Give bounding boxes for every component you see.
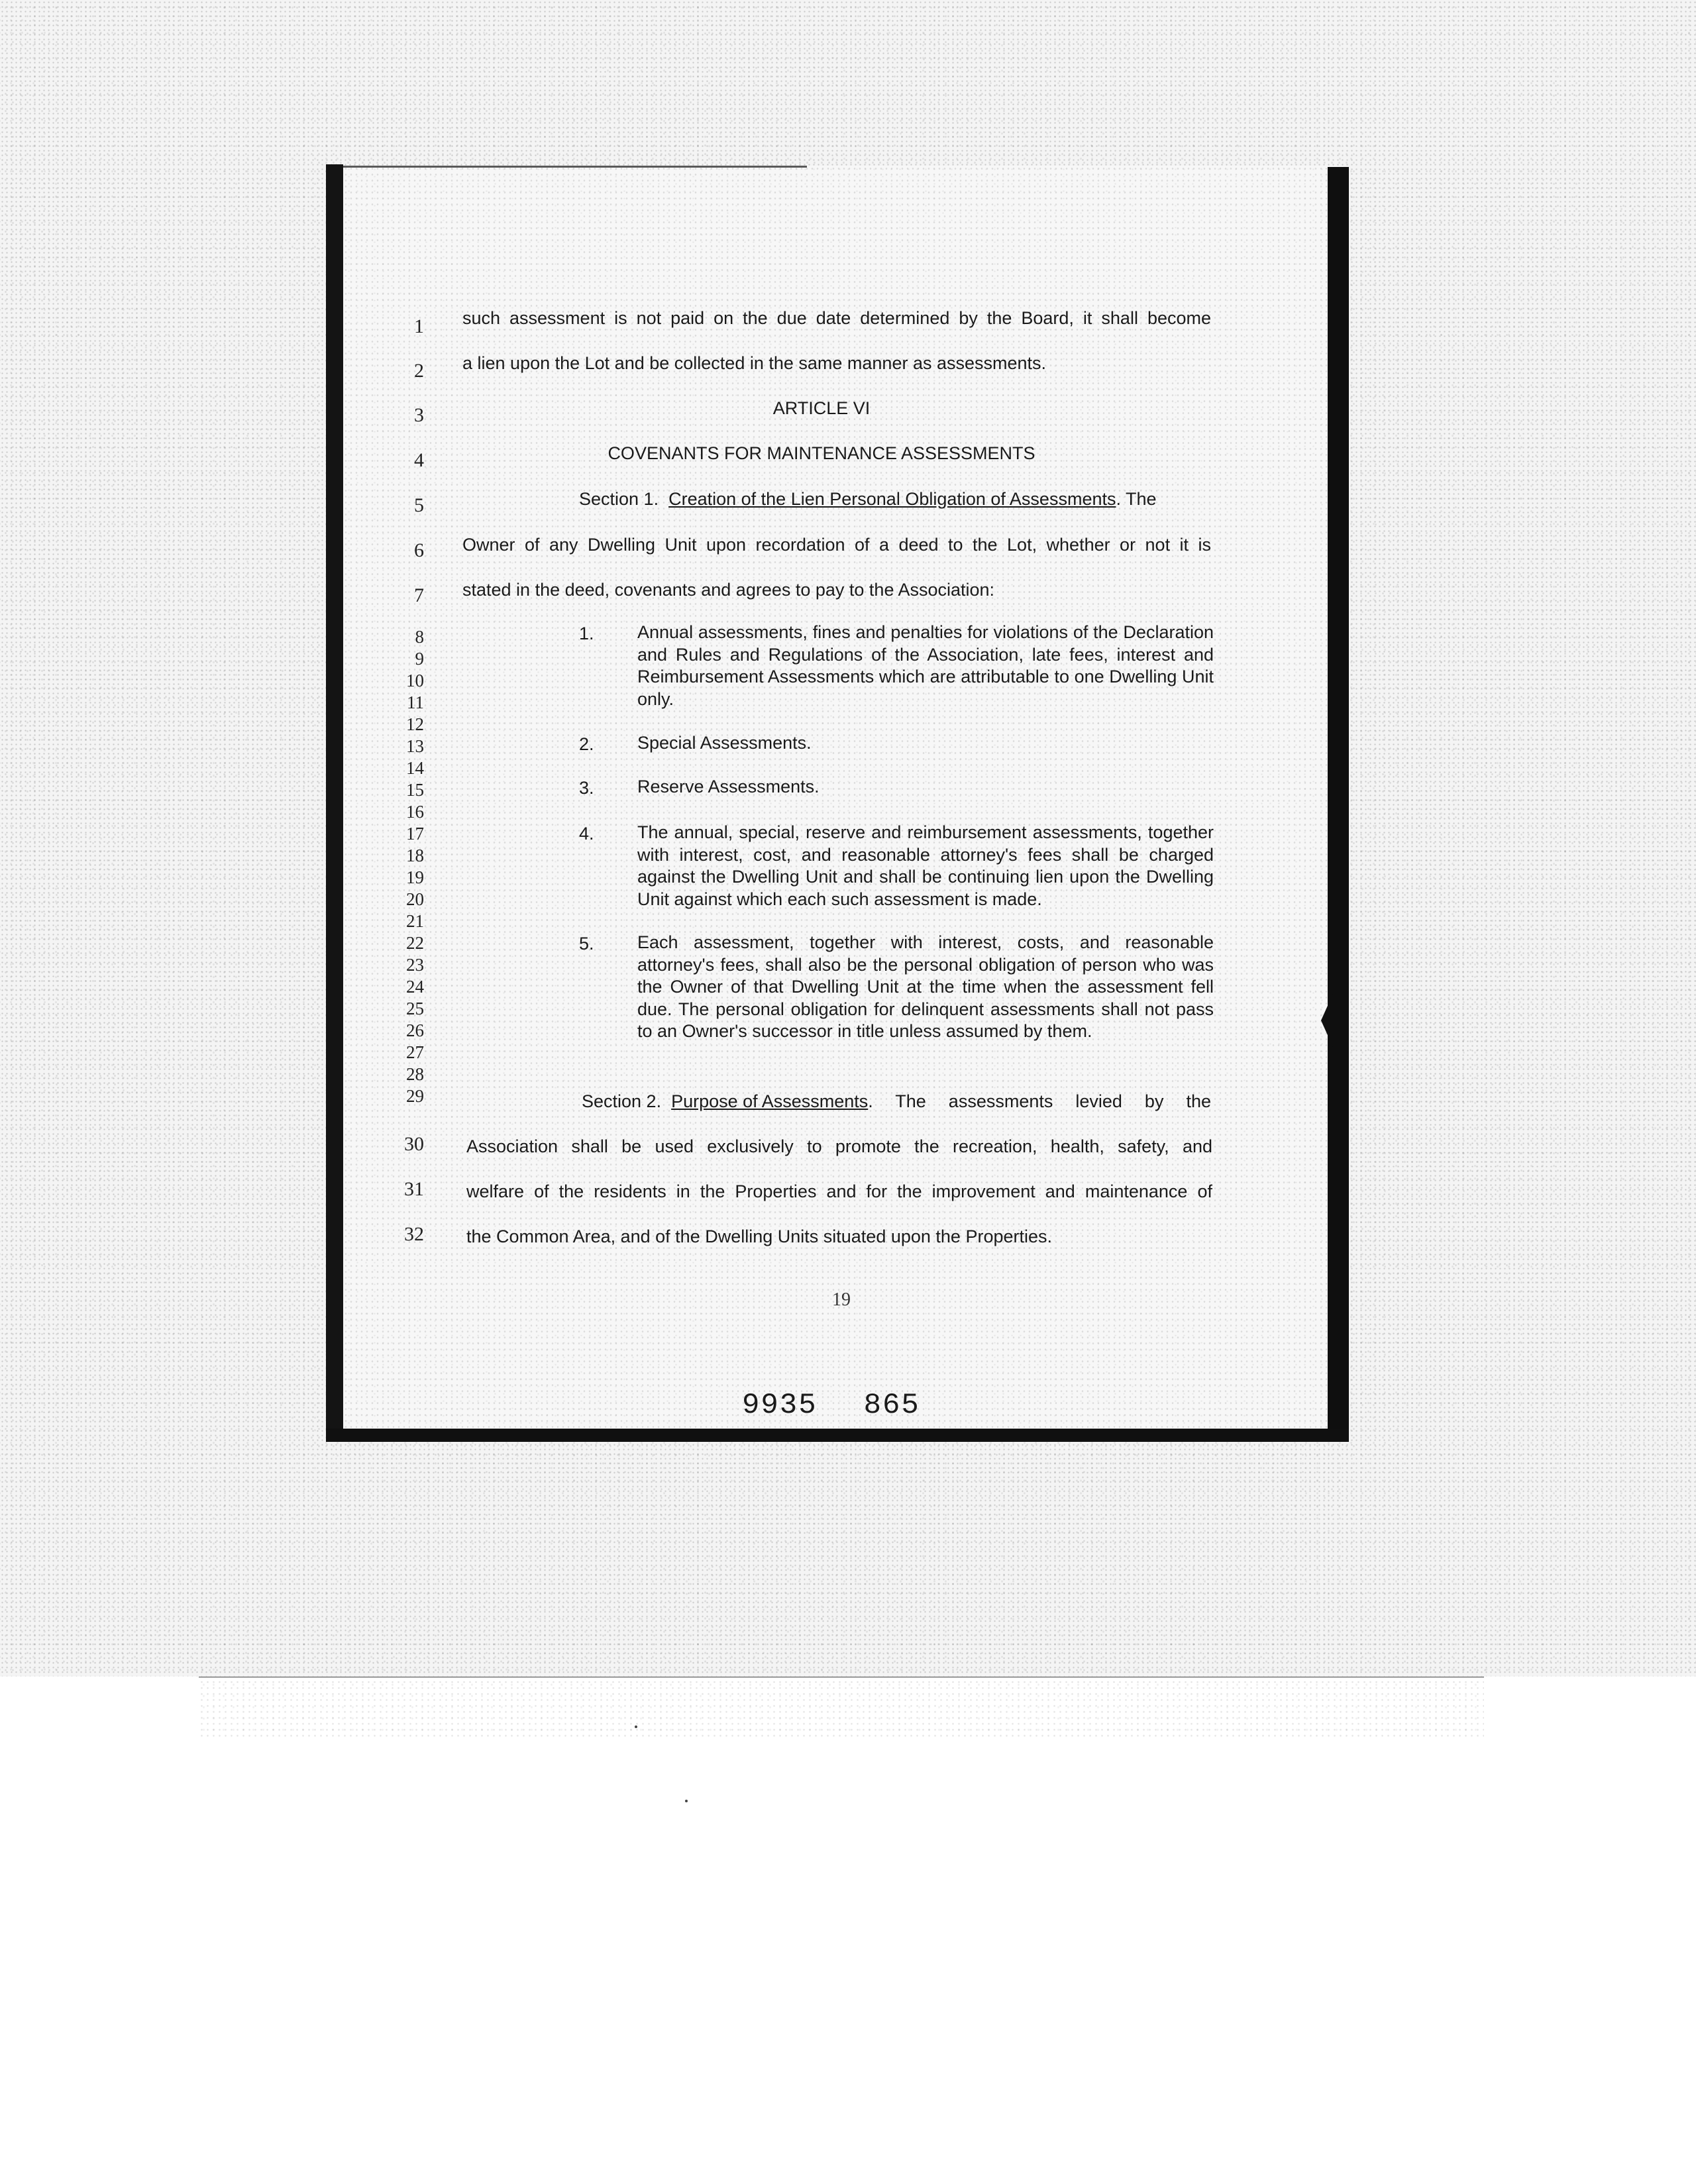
line-number: 31 [404,1178,424,1200]
item-text: The annual, special, reserve and reimbursement assessments, together with interest, cost, and reasonable attorney's fees shall be charged against the Dwelling Unit and shall be continuing lien upon the Dwelling Unit against which each such assessment is made. [637,822,1214,909]
line-number: 24 [406,977,424,997]
item-number: 4. [579,824,594,844]
page-frame-bottom [326,1429,1349,1442]
scan-noise-strip [199,1679,1484,1739]
item-text: Annual assessments, fines and penalties for violations of the Declaration and Rules and Regulations of the Association, late fees, interest and Reimbursement Assessments which are attributable to one Dwelling Unit only. [637,622,1214,709]
page-frame-left [326,164,343,1442]
section-1-heading [579,488,1157,510]
line-number: 17 [406,824,424,844]
line-number: 7 [414,584,424,606]
scan-edge-rule [199,1676,1484,1678]
item-text: Special Assessments. [637,733,812,753]
section-1-title: Creation of the Lien Personal Obligation of Assessments [668,489,1116,509]
line-number: 28 [406,1064,424,1084]
body-line: welfare of the residents in the Properties and for the improvement and maintenance of [466,1181,1212,1201]
line-number: 4 [414,449,424,471]
line-number: 23 [406,955,424,975]
section-1-label: Section 1. [579,489,659,509]
line-number: 16 [406,802,424,822]
body-line: Owner of any Dwelling Unit upon recordation of a deed to the Lot, whether or not it is [462,535,1211,555]
item-number: 3. [579,778,594,798]
line-number: 5 [414,494,424,516]
book-stamp: 9935 [742,1389,818,1422]
item-number: 1. [579,624,594,643]
line-number: 20 [406,889,424,909]
section-1-suffix: . The [1116,489,1157,509]
line-number: 2 [414,360,424,382]
page-stamp: 865 [863,1389,920,1422]
section-2-title: Purpose of Assessments [671,1091,869,1111]
body-line: stated in the deed, covenants and agrees to pay to the Association: [462,580,995,600]
item-text: Each assessment, together with interest, costs, and reasonable attorney's fees, shall also be the personal obligation of person who was the Owner of that Dwelling Unit at the time when the assessment fell due. The personal obligation for delinquent assessments shall not pass to an Owner's successor in title unless assumed by them. [637,932,1214,1041]
line-number: 11 [407,692,424,712]
line-number: 32 [404,1223,424,1245]
line-number: 30 [404,1133,424,1155]
line-number: 1 [414,315,424,337]
page-margin-bottom [0,1676,1696,2184]
section-2-heading [582,1091,1211,1112]
article-heading: ARTICLE VI [772,398,871,418]
line-number: 29 [406,1086,424,1106]
line-number: 8 [415,627,424,647]
line-number: 12 [406,714,424,734]
body-line: a lien upon the Lot and be collected in the same manner as assessments. [462,353,1047,373]
line-number: 18 [406,846,424,865]
line-number: 25 [406,999,424,1018]
line-number: 22 [406,933,424,953]
line-number: 27 [406,1042,424,1062]
page-frame-top [343,166,807,168]
item-number: 5. [579,934,594,954]
scan-speck [685,1800,688,1802]
page-frame-notch [1321,994,1333,1047]
line-number: 13 [406,736,424,756]
line-number: 10 [406,671,424,690]
line-number: 9 [415,649,424,669]
line-number: 21 [406,911,424,931]
line-number: 14 [406,758,424,778]
line-number: 19 [406,867,424,887]
page-frame-right [1328,167,1349,1442]
line-number: 3 [414,404,424,426]
item-number: 2. [579,734,594,754]
section-2-label: Section 2. [582,1091,662,1111]
section-2-suffix: . The assessments levied by the [868,1091,1211,1111]
scan-speck [635,1725,637,1728]
page-number: 19 [832,1289,851,1310]
line-number: 15 [406,780,424,800]
body-line: such assessment is not paid on the due date determined by the Board, it shall become [462,308,1211,328]
item-text: Reserve Assessments. [637,777,820,796]
line-number: 26 [406,1020,424,1040]
body-line: Association shall be used exclusively to promote the recreation, health, safety, and [466,1136,1212,1156]
recording-stamp [742,1389,920,1422]
article-title: COVENANTS FOR MAINTENANCE ASSESSMENTS [608,443,1035,463]
line-number: 6 [414,539,424,561]
body-line: the Common Area, and of the Dwelling Units situated upon the Properties. [466,1227,1052,1246]
